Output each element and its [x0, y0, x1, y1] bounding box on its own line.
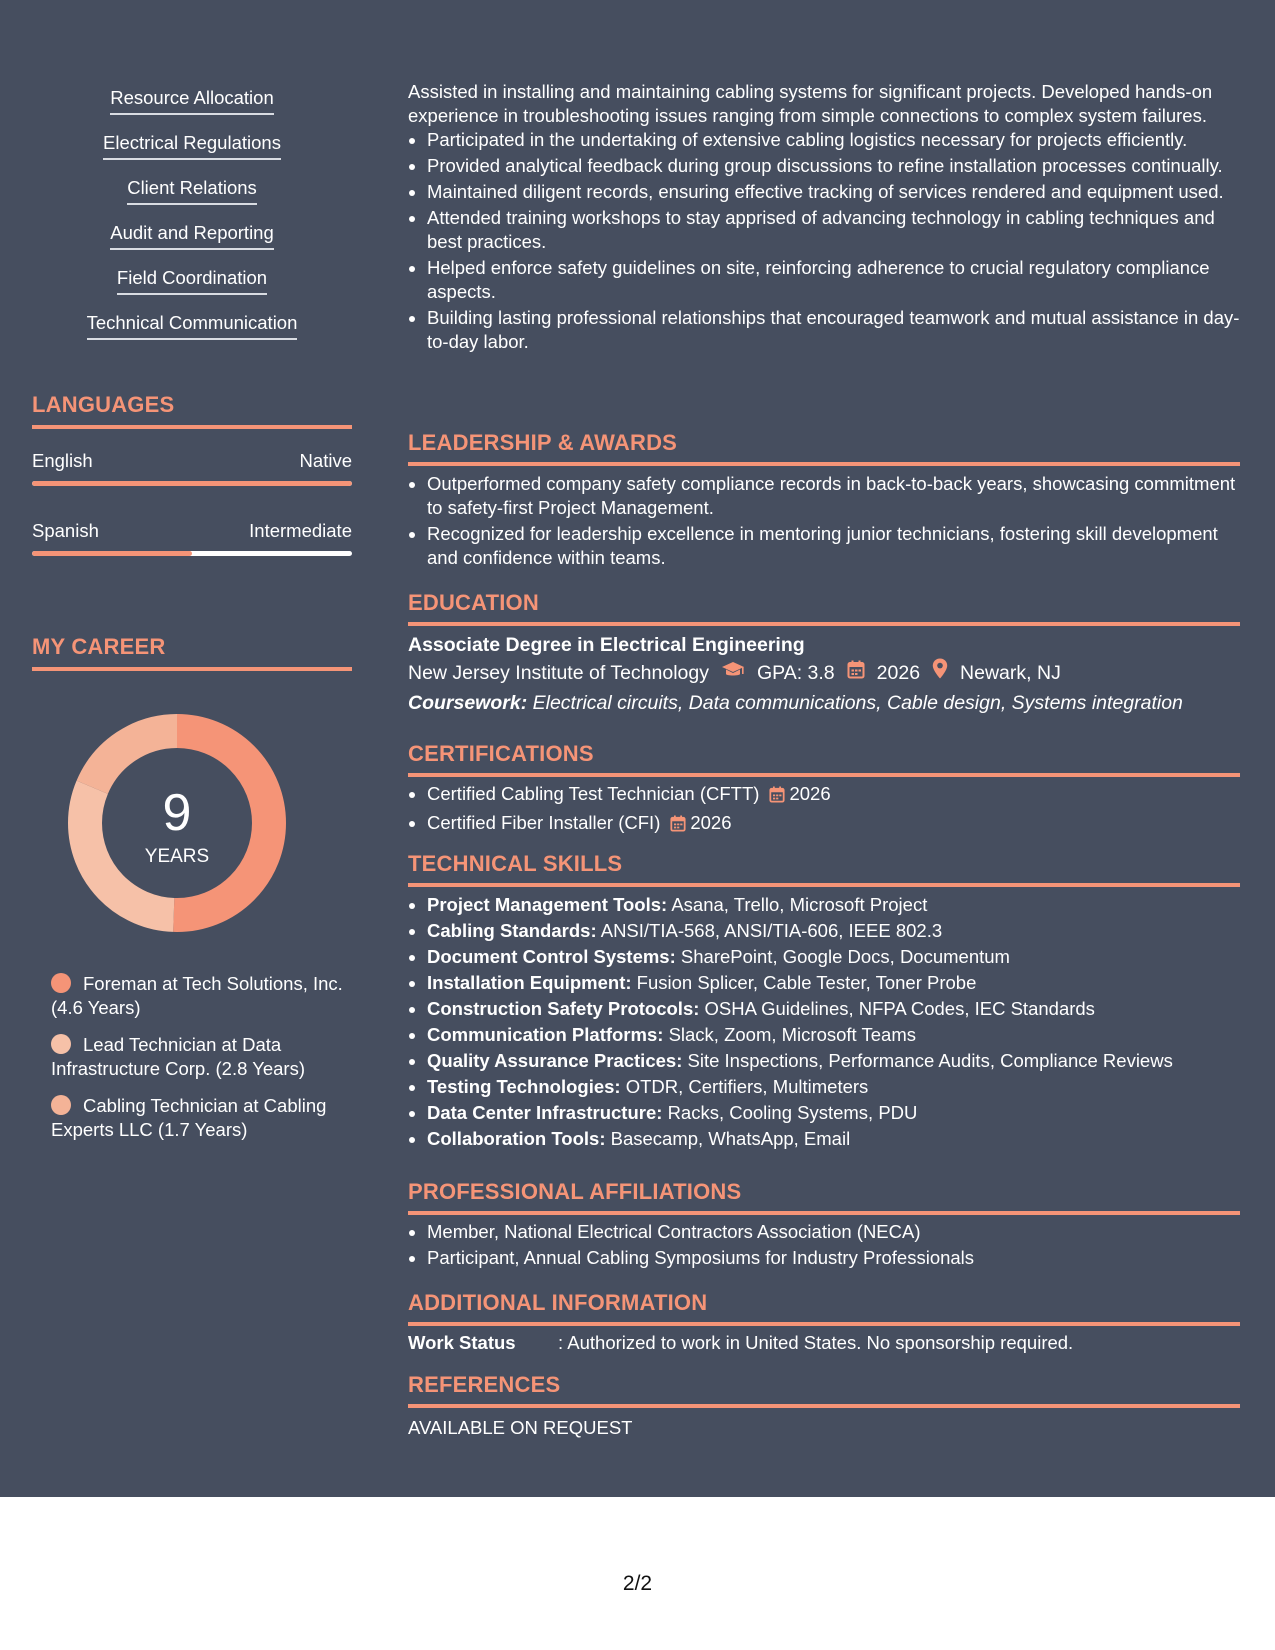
skill-label: Resource Allocation — [110, 86, 274, 115]
career-unit: YEARS — [144, 846, 210, 867]
skill-item — [32, 131, 352, 176]
experience-bullet: • Maintained diligent records, ensuring effective tracking of services rendered and equipment used. — [427, 180, 1240, 204]
skills-list — [32, 86, 352, 356]
tech-skill-label: Document Control Systems: — [427, 946, 676, 967]
language-bar-spanish — [32, 551, 352, 556]
leadership-item: • Recognized for leadership excellence in mentoring junior technicians, fostering skill development and confidence within teams. — [427, 522, 1240, 570]
tech-skill-value: OTDR, Certifiers, Multimeters — [625, 1076, 869, 1097]
degree-title: Associate Degree in Electrical Engineering — [408, 634, 805, 656]
language-bar-fill — [32, 481, 352, 486]
experience-bullet: • Participated in the undertaking of extensive cabling logistics necessary for projects efficiently. — [427, 128, 1240, 152]
tech-skill-value: Fusion Splicer, Cable Tester, Toner Probe — [636, 972, 977, 993]
school-location: Newark, NJ — [960, 662, 1061, 684]
career-legend-item — [51, 1033, 351, 1081]
language-row-spanish — [32, 520, 352, 542]
career-legend-item — [51, 972, 351, 1020]
tech-skill-item — [427, 1101, 1240, 1125]
affiliations-heading: PROFESSIONAL AFFILIATIONS — [408, 1179, 1240, 1215]
skill-item — [32, 311, 352, 356]
page-number: 2/2 — [622, 1572, 653, 1595]
certifications-list — [408, 782, 1240, 840]
language-row-english — [32, 450, 352, 472]
language-bar-fill — [32, 551, 192, 556]
tech-skill-label: Testing Technologies: — [427, 1076, 621, 1097]
tech-skill-value: Site Inspections, Performance Audits, Compliance Reviews — [687, 1050, 1173, 1071]
work-status-label: Work Status — [408, 1332, 516, 1353]
tech-skill-value: SharePoint, Google Docs, Documentum — [680, 946, 1010, 967]
additional-information-heading: ADDITIONAL INFORMATION — [408, 1290, 1240, 1326]
tech-skill-item — [427, 919, 1240, 943]
language-level: Intermediate — [249, 520, 352, 541]
coursework-list: Electrical circuits, Data communications, Cable design, Systems integration — [532, 692, 1183, 714]
skill-label: Client Relations — [127, 176, 257, 205]
tech-skill-label: Installation Equipment: — [427, 972, 632, 993]
coursework-label: Coursework: — [408, 692, 528, 714]
calendar-icon — [670, 814, 686, 838]
career-donut-chart — [66, 712, 288, 934]
tech-skill-label: Construction Safety Protocols: — [427, 998, 700, 1019]
legend-dot — [51, 1095, 71, 1115]
tech-skill-value: Slack, Zoom, Microsoft Teams — [668, 1024, 916, 1045]
tech-skill-label: Data Center Infrastructure: — [427, 1102, 663, 1123]
tech-skill-item — [427, 971, 1240, 995]
leadership-list — [408, 472, 1240, 572]
experience-bullet: • Helped enforce safety guidelines on site, reinforcing adherence to crucial regulatory compliance aspects. — [427, 256, 1240, 304]
tech-skill-label: Quality Assurance Practices: — [427, 1050, 683, 1071]
technical-skills-list — [408, 893, 1240, 1153]
certification-item — [427, 811, 1240, 838]
certification-name: Certified Fiber Installer (CFI) — [427, 812, 661, 833]
language-name: Spanish — [32, 520, 99, 541]
tech-skill-item — [427, 1023, 1240, 1047]
map-pin-icon — [932, 658, 948, 688]
tech-skill-label: Collaboration Tools: — [427, 1128, 606, 1149]
career-text: Lead Technician at Data Infrastructure Corp. (2.8 Years) — [51, 1034, 305, 1079]
experience-bullets — [408, 128, 1240, 354]
experience-bullet: • Building lasting professional relationships that encouraged teamwork and mutual assistance in day-to-day labor. — [427, 306, 1240, 354]
experience-bullet: • Provided analytical feedback during group discussions to refine installation processes continually. — [427, 154, 1240, 178]
career-text: Cabling Technician at Cabling Experts LLC (1.7 Years) — [51, 1095, 327, 1140]
skill-item — [32, 176, 352, 221]
career-legend — [51, 972, 351, 1155]
language-name: English — [32, 450, 93, 471]
legend-dot — [51, 1034, 71, 1054]
school-name: New Jersey Institute of Technology — [408, 662, 709, 684]
calendar-icon — [769, 785, 785, 809]
certification-item — [427, 782, 1240, 809]
language-bar-english — [32, 481, 352, 486]
affiliation-item: • Participant, Annual Cabling Symposiums for Industry Professionals — [427, 1246, 1240, 1270]
certification-year: 2026 — [789, 783, 831, 804]
graduation-year: 2026 — [876, 662, 921, 684]
language-level: Native — [299, 450, 352, 471]
references-text: AVAILABLE ON REQUEST — [408, 1417, 633, 1438]
certification-name: Certified Cabling Test Technician (CFTT) — [427, 783, 760, 804]
skill-item — [32, 266, 352, 311]
tech-skill-item — [427, 893, 1240, 917]
career-total: 9 — [162, 784, 192, 842]
references-heading: REFERENCES — [408, 1372, 1240, 1408]
skill-item — [32, 86, 352, 131]
tech-skill-value: OSHA Guidelines, NFPA Codes, IEC Standards — [704, 998, 1095, 1019]
education-heading: EDUCATION — [408, 590, 1240, 626]
tech-skill-item — [427, 1075, 1240, 1099]
experience-block — [408, 80, 1240, 356]
education-meta — [408, 658, 1240, 688]
gpa: GPA: 3.8 — [756, 662, 835, 684]
tech-skill-item — [427, 1127, 1240, 1151]
career-legend-item — [51, 1094, 351, 1142]
leadership-item: • Outperformed company safety compliance records in back-to-back years, showcasing commitment to safety-first Project Management. — [427, 472, 1240, 520]
certifications-heading: CERTIFICATIONS — [408, 741, 1240, 777]
affiliation-item: • Member, National Electrical Contractors Association (NECA) — [427, 1220, 1240, 1244]
legend-dot — [51, 973, 71, 993]
tech-skill-item — [427, 1049, 1240, 1073]
affiliations-list — [408, 1220, 1240, 1272]
work-status-value: : Authorized to work in United States. No sponsorship required. — [558, 1332, 1074, 1353]
experience-bullet: • Attended training workshops to stay apprised of advancing technology in cabling techniques and best practices. — [427, 206, 1240, 254]
tech-skill-label: Communication Platforms: — [427, 1024, 664, 1045]
calendar-icon — [847, 658, 865, 688]
tech-skill-value: Racks, Cooling Systems, PDU — [667, 1102, 918, 1123]
skill-label: Electrical Regulations — [103, 131, 281, 160]
technical-skills-heading: TECHNICAL SKILLS — [408, 851, 1240, 887]
skill-label: Field Coordination — [117, 266, 267, 295]
graduation-cap-icon — [721, 658, 745, 688]
experience-intro: Assisted in installing and maintaining cabling systems for significant projects. Developed hands-on experience in troubleshooting issues ranging from simple connections to complex system failures. — [408, 81, 1213, 126]
coursework — [408, 688, 1240, 718]
skill-item — [32, 221, 352, 266]
skill-label: Audit and Reporting — [110, 221, 274, 250]
work-status-row — [408, 1331, 1240, 1355]
certification-year: 2026 — [690, 812, 732, 833]
leadership-heading: LEADERSHIP & AWARDS — [408, 430, 1240, 466]
tech-skill-item — [427, 997, 1240, 1021]
career-text: Foreman at Tech Solutions, Inc. (4.6 Years) — [51, 973, 343, 1018]
career-heading: MY CAREER — [32, 634, 352, 671]
skill-label: Technical Communication — [87, 311, 298, 340]
tech-skill-item — [427, 945, 1240, 969]
tech-skill-label: Cabling Standards: — [427, 920, 597, 941]
languages-heading: LANGUAGES — [32, 392, 352, 429]
tech-skill-label: Project Management Tools: — [427, 894, 668, 915]
tech-skill-value: ANSI/TIA-568, ANSI/TIA-606, IEEE 802.3 — [600, 920, 943, 941]
tech-skill-value: Asana, Trello, Microsoft Project — [671, 894, 928, 915]
tech-skill-value: Basecamp, WhatsApp, Email — [610, 1128, 851, 1149]
education-entry — [408, 632, 1240, 718]
